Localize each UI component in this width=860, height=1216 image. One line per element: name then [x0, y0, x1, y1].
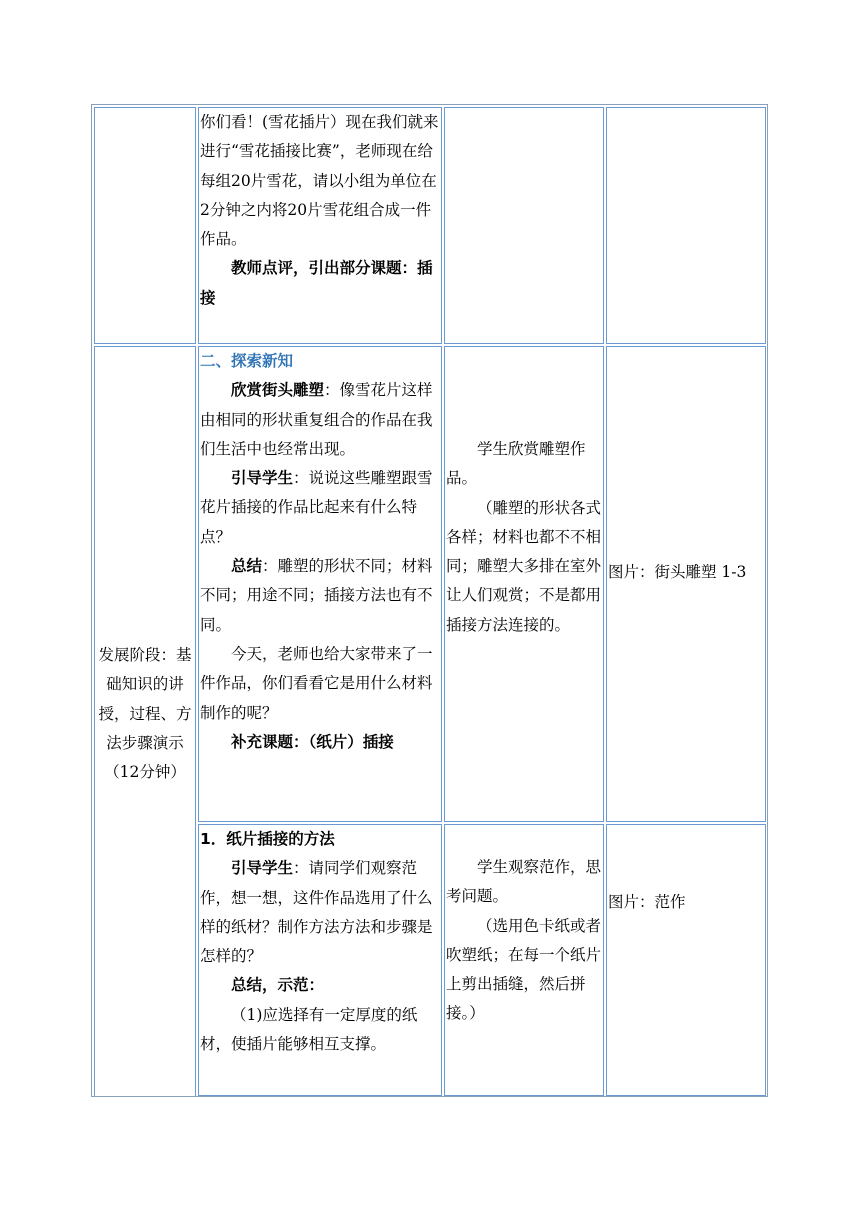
method-step-1: （1)应选择有一定厚度的纸材，使插片能够相互支撑。 [200, 1005, 418, 1054]
guide-paragraph: 引导学生：说说这些雕塑跟雪花片插接的作品比起来有什么特点？ [200, 469, 433, 546]
student-method-cell [444, 824, 604, 1096]
media-cell [606, 346, 766, 822]
student-observe: 学生观察范作，思考问题。 [446, 858, 602, 906]
stage-cell [94, 346, 196, 1096]
summary-paragraph: 总结：雕塑的形状不同；材料不同；用途不同；插接方法也有不同。 [200, 557, 433, 634]
method-heading: 1．纸片插接的方法 [200, 830, 335, 848]
student-activity-cell-empty [444, 107, 604, 344]
teacher-comment: 教师点评，引出部分课题：插接 [200, 259, 433, 307]
media-sculpture: 图片：街头雕塑 1-3 [608, 563, 747, 581]
section-heading: 二、探索新知 [200, 352, 294, 370]
student-activity-cell [444, 346, 604, 822]
method-cell [198, 824, 442, 1096]
today-paragraph: 今天，老师也给大家带来了一件作品，你们看看它是用什么材料制作的呢？ [200, 644, 433, 722]
media-example: 图片：范作 [608, 893, 686, 911]
student-answer: （雕塑的形状各式各样；材料也都不不相同；雕塑大多排在室外让人们观赏；不是都用插接方法连接的。 [446, 498, 602, 634]
supplement-topic: 补充课题：（纸片）插接 [231, 732, 394, 751]
sculpture-paragraph: 欣赏街头雕塑：像雪花片这样由相同的形状重复组合的作品在我们生活中也经常出现。 [200, 381, 433, 458]
method-summary: 总结，示范： [231, 976, 325, 995]
explore-cell [198, 346, 442, 822]
method-guide: 引导学生：请同学们观察范作，想一想，这件作品选用了什么样的纸材？制作方法方法和步骤是怎样的？ [200, 859, 433, 966]
student-appreciate: 学生欣赏雕塑作品。 [446, 440, 586, 488]
teacher-activity-cell [198, 107, 442, 344]
student-method-answer: （选用色卡纸或者吹塑纸；在每一个纸片上剪出插缝，然后拼接。） [446, 916, 602, 1023]
stage-label: 发展阶段：基 础知识的讲 授，过程、方 法步骤演示 （12分钟） [98, 646, 192, 782]
media-method-cell [606, 824, 766, 1096]
media-cell-empty [606, 107, 766, 344]
lesson-plan-table [91, 104, 768, 1097]
stage-cell-empty [94, 107, 196, 344]
intro-paragraph: 你们看！(雪花插片）现在我们就来进行“雪花插接比赛”，老师现在给每组20片雪花，请以小组为单位在2分钟之内将20片雪花组合成一件作品。 [200, 113, 439, 249]
